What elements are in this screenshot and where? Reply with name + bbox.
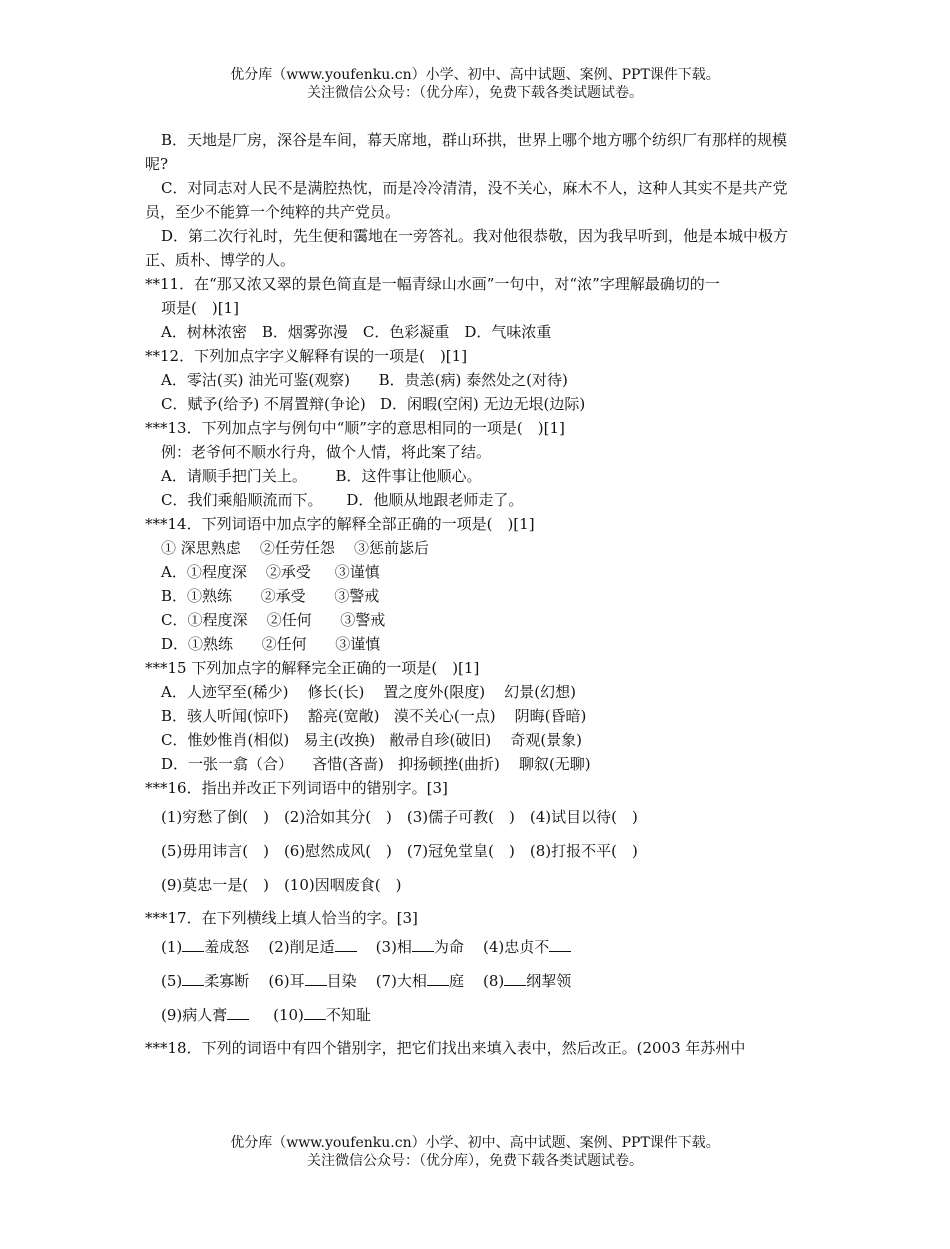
q14-b-3: ③警戒 (334, 587, 380, 605)
q15-d-3: 抑扬顿挫(曲折) (398, 755, 500, 773)
fill-blank[interactable] (335, 937, 357, 952)
header-line-1: 优分库（www.youfenku.cn）小学、初中、高中试题、案例、PPT课件下载。 (230, 67, 720, 83)
question-12-row-cd (145, 392, 810, 416)
q15-a-3: 置之度外(限度) (383, 683, 486, 701)
fill-blank[interactable] (304, 1005, 326, 1020)
q12-c1: C．赋予(给予) (161, 395, 260, 413)
q15-c-2: 易主(改换) (303, 731, 376, 749)
fill-blank[interactable] (412, 937, 434, 952)
q12-c2: 不屑置辩(争论) (263, 395, 366, 413)
q13-b: B．这件事让他顺心。 (335, 467, 482, 485)
question-18-stem: ***18．下列的词语中有四个错别字，把它们找出来填入表中，然后改正。(2003 年苏州中 (145, 1039, 746, 1057)
question-13-example: 例：老爷何不顺水行舟，做个人情，将此案了结。 (161, 443, 492, 461)
fill-blank[interactable] (182, 971, 204, 986)
q14-c-2: ②任何 (266, 611, 312, 629)
fill-blank[interactable] (427, 971, 449, 986)
q14-word-3: ③惩前毖后 (353, 539, 429, 557)
option-b-text: B．天地是厂房，深谷是车间，幕天席地，群山环拱，世界上哪个地方哪个纺织厂有那样的规模呢? (145, 131, 788, 173)
q17-item-5-post: 柔寡断 (204, 972, 250, 990)
q15-b-2: 豁亮(宽敞) (307, 707, 380, 725)
q17-item-7-post: 庭 (448, 972, 464, 990)
question-14-stem: ***14．下列词语中加点字的解释全部正确的一项是( )[1] (145, 515, 535, 533)
q13-a: A．请顺手把门关上。 (161, 467, 307, 485)
question-17-row-2 (145, 964, 810, 998)
question-16-row-2: (5)毋用讳言( ) (6)慰然成风( ) (7)冠免堂皇( ) (8)打报不平( ) (161, 842, 638, 860)
q17-item-6-pre: (6)耳 (268, 972, 305, 990)
q14-word-1: ① 深思熟虑 (161, 539, 241, 557)
question-17-row-3 (145, 998, 810, 1032)
question-12-stem: **12．下列加点字字义解释有误的一项是( )[1] (145, 347, 468, 365)
q12-d1: D．闲暇(空闲) (380, 395, 479, 413)
q14-d-3: ③谨慎 (335, 635, 381, 653)
fill-blank[interactable] (227, 1005, 249, 1020)
q14-d-2: ②任何 (261, 635, 307, 653)
q15-c-4: 奇观(景象) (510, 731, 583, 749)
q14-a-1: A．①程度深 (161, 563, 247, 581)
question-13-row-ab (145, 464, 810, 488)
q17-item-8-pre: (8) (483, 972, 505, 990)
q14-a-2: ②承受 (265, 563, 311, 581)
question-16-row-1: (1)穷愁了倒( ) (2)洽如其分( ) (3)儒子可教( ) (4)试目以待( ) (161, 808, 638, 826)
question-15-stem: ***15 下列加点字的解释完全正确的一项是( )[1] (145, 659, 480, 677)
option-d-text: D．第二次行礼时，先生便和霭地在一旁答礼。我对他很恭敬，因为我早听到，他是本城中极方正、质朴、博学的人。 (145, 227, 789, 269)
question-13-row-cd (145, 488, 810, 512)
q14-word-2: ②任劳任怨 (259, 539, 335, 557)
question-15-option-c (145, 728, 810, 752)
footer-line-1: 优分库（www.youfenku.cn）小学、初中、高中试题、案例、PPT课件下载。 (230, 1135, 720, 1151)
q15-d-4: 聊叙(无聊) (518, 755, 591, 773)
fill-blank[interactable] (182, 937, 204, 952)
question-16-row-3: (9)莫忠一是( ) (10)因咽废食( ) (161, 876, 402, 894)
q17-item-4-pre: (4)忠贞不 (483, 938, 550, 956)
question-12-row-ab (145, 368, 810, 392)
q15-b-4: 阴晦(昏暗) (514, 707, 587, 725)
question-14-words (145, 536, 810, 560)
q15-b-3: 漠不关心(一点) (393, 707, 496, 725)
q17-item-2-pre: (2)削足适 (268, 938, 335, 956)
question-17-row-1 (145, 930, 810, 964)
q14-d-1: D．①熟练 (161, 635, 234, 653)
q17-item-5-pre: (5) (161, 972, 183, 990)
q17-item-1-post: 羞成怒 (204, 938, 250, 956)
q13-c: C．我们乘船顺流而下。 (161, 491, 323, 509)
q15-a-1: A．人迹罕至(稀少) (161, 683, 289, 701)
q15-a-2: 修长(长) (307, 683, 365, 701)
question-13-stem: ***13．下列加点字与例句中“顺”字的意思相同的一项是( )[1] (145, 419, 565, 437)
q14-b-1: B．①熟练 (161, 587, 233, 605)
question-16-stem: ***16．指出并改正下列词语中的错别字。[3] (145, 779, 448, 797)
q12-a1: A．零沽(买) (161, 371, 244, 389)
q12-b2: 泰然处之(对待) (466, 371, 568, 389)
q14-c-3: ③警戒 (340, 611, 386, 629)
q17-item-8-post: 纲挈领 (526, 972, 572, 990)
fill-blank[interactable] (305, 971, 327, 986)
question-14-option-a (145, 560, 810, 584)
question-15-option-d (145, 752, 810, 776)
question-14-option-d (145, 632, 810, 656)
fill-blank[interactable] (549, 937, 571, 952)
question-14-option-b (145, 584, 810, 608)
document-body (145, 128, 810, 1060)
q15-b-1: B．骇人听闻(惊吓) (161, 707, 289, 725)
q17-item-9-pre: (9)病人膏 (161, 1006, 228, 1024)
q17-item-10-post: 不知耻 (325, 1006, 371, 1024)
option-c-text: C．对同志对人民不是满腔热忱，而是冷冷清清，没不关心，麻木不人，这种人其实不是共产党员，至少不能算一个纯粹的共产党员。 (145, 179, 788, 221)
question-15-option-a (145, 680, 810, 704)
question-15-option-b (145, 704, 810, 728)
page-header (0, 66, 950, 102)
fill-blank[interactable] (504, 971, 526, 986)
q17-item-7-pre: (7)大相 (375, 972, 427, 990)
q12-d2: 无边无垠(边际) (483, 395, 586, 413)
q13-d: D．他顺从地跟老师走了。 (346, 491, 524, 509)
footer-line-2: 关注微信公众号：（优分库），免费下载各类试题试卷。 (307, 1153, 643, 1169)
header-line-2: 关注微信公众号：（优分库），免费下载各类试题试卷。 (307, 85, 643, 101)
q17-item-3-pre: (3)相 (375, 938, 412, 956)
q15-c-1: C．惟妙惟肖(相似) (161, 731, 290, 749)
question-11-stem-cont: 项是( )[1] (161, 299, 239, 317)
page-footer (0, 1134, 950, 1170)
q15-d-1: D．一张一翕（合） (161, 755, 294, 773)
q15-a-4: 幻景(幻想) (504, 683, 576, 701)
q14-a-3: ③谨慎 (334, 563, 380, 581)
q12-b1: B．贵恙(病) (378, 371, 462, 389)
q17-item-6-post: 目染 (326, 972, 357, 990)
q15-d-2: 吝惜(吝啬) (312, 755, 384, 773)
q14-c-1: C．①程度深 (161, 611, 248, 629)
q17-item-3-post: 为命 (433, 938, 464, 956)
q17-item-1-pre: (1) (161, 938, 183, 956)
question-17-stem: ***17．在下列横线上填人恰当的字。[3] (145, 909, 418, 927)
question-11-stem: **11．在“那又浓又翠的景色简直是一幅青绿山水画”一句中，对“浓”字理解最确切的一 (145, 275, 720, 293)
q14-b-2: ②承受 (260, 587, 306, 605)
q15-c-3: 敝帚自珍(破旧) (389, 731, 492, 749)
q12-a2: 油光可鉴(观察) (248, 371, 351, 389)
q17-item-10-pre: (10) (273, 1006, 304, 1024)
question-14-option-c (145, 608, 810, 632)
question-11-options: A．树林浓密 B．烟雾弥漫 C．色彩凝重 D．气味浓重 (161, 323, 552, 341)
